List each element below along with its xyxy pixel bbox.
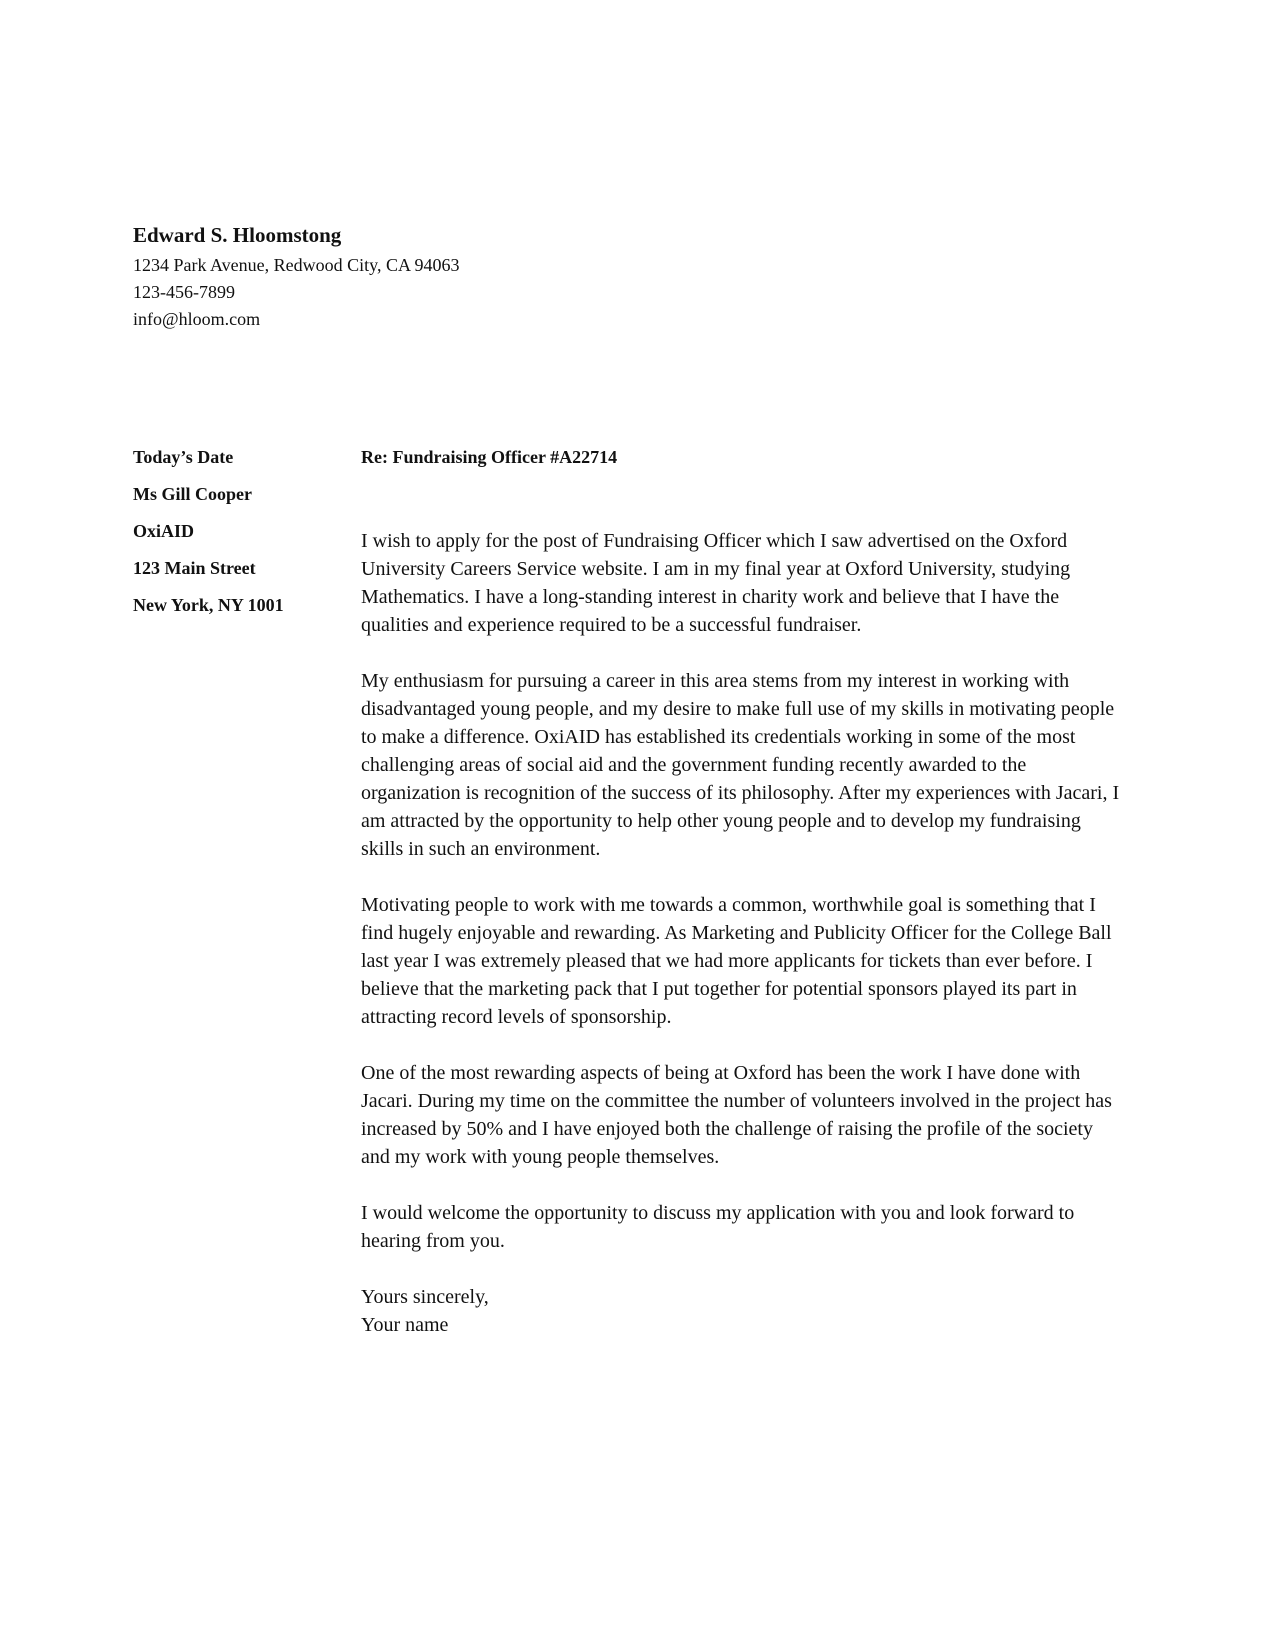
body-paragraph: I wish to apply for the post of Fundraising Officer which I saw advertised on the Oxford University Careers Service website. I am in my final year at Oxford University, studying Mathematics. I have a long-standing interest in charity work and believe that I have the qualities and experience required to be a successful fundraiser. — [361, 530, 1071, 636]
body-paragraph: One of the most rewarding aspects of being at Oxford has been the work I have done with Jacari. During my time on the committee the number of volunteers involved in the project has increased by 50% and I have enjoyed both the challenge of raising the profile of the society and my work with young people themselves. — [361, 1062, 1112, 1168]
sender-phone: 123-456-7899 — [133, 282, 235, 302]
recipient-city: New York, NY 1001 — [133, 595, 284, 615]
sender-block — [133, 222, 733, 333]
body-paragraph: My enthusiasm for pursuing a career in this area stems from my interest in working with disadvantaged young people, and my desire to make full use of my skills in motivating people to make a difference. OxiAID has established its credentials working in some of the most challenging areas of social aid and the government funding recently awarded to the organization is recognition of the success of its philosophy. After my experiences with Jacari, I am attracted by the opportunity to help other young people and to develop my fundraising skills in such an environment. — [361, 670, 1120, 860]
recipient-block — [133, 447, 353, 632]
sender-address: 1234 Park Avenue, Redwood City, CA 94063 — [133, 255, 460, 275]
closing-signature: Your name — [361, 1314, 449, 1336]
subject-line: Re: Fundraising Officer #A22714 — [361, 447, 618, 467]
sender-email: info@hloom.com — [133, 309, 261, 329]
recipient-street: 123 Main Street — [133, 558, 256, 578]
sender-name: Edward S. Hloomstong — [133, 223, 342, 247]
letter-body — [361, 527, 1121, 1339]
recipient-organization: OxiAID — [133, 521, 195, 541]
closing-salutation: Yours sincerely, — [361, 1286, 489, 1308]
body-paragraph: Motivating people to work with me towards a common, worthwhile goal is something that I find hugely enjoyable and rewarding. As Marketing and Publicity Officer for the College Ball last year I was extremely pleased that we had more applicants for tickets than ever before. I believe that the marketing pack that I put together for potential sponsors played its part in attracting record levels of sponsorship. — [361, 894, 1112, 1028]
recipient-name: Ms Gill Cooper — [133, 484, 252, 504]
body-paragraph: I would welcome the opportunity to discuss my application with you and look forward to hearing from you. — [361, 1202, 1075, 1252]
letter-date: Today’s Date — [133, 447, 234, 467]
